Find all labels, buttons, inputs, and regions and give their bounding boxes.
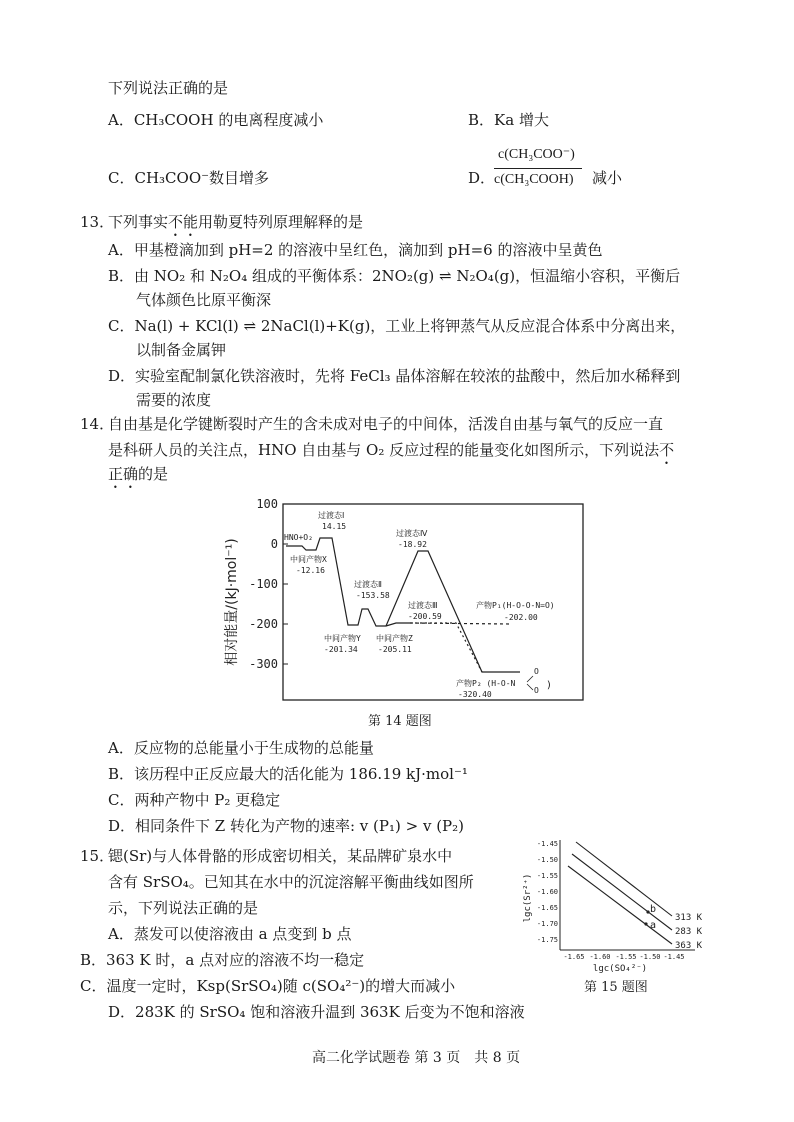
point-a-label: a xyxy=(650,920,657,931)
label-p1: 产物P₁(H-O-O-N=O) xyxy=(476,601,555,610)
curve-label-363k: 363 K xyxy=(675,941,703,951)
q13-option-c-line2: 以制备金属钾 xyxy=(136,341,227,359)
q12-option-a: A．CH₃COOH 的电离程度减小 xyxy=(108,111,324,129)
ytick-label: -1.70 xyxy=(536,920,558,928)
label-ts3: 过渡态Ⅲ xyxy=(408,601,438,610)
q15-line3: 示，下列说法正确的是 xyxy=(108,899,259,917)
value-p2: -320.40 xyxy=(458,690,492,699)
q14-emphasis-not: 不 xyxy=(659,441,675,459)
ytick-label: -1.65 xyxy=(536,904,558,912)
q15-option-b: B．363 K 时，a 点对应的溶液不均一稳定 xyxy=(80,951,365,969)
q15-number: 15． xyxy=(80,847,115,865)
y-axis-label: 相对能量/(kJ·mol⁻¹) xyxy=(224,538,240,666)
label-p2: 产物P₂ (H-O-N xyxy=(456,679,516,688)
xtick-label: -1.60 xyxy=(589,953,611,961)
ytick-label: -300 xyxy=(249,657,278,671)
xtick-label: -1.50 xyxy=(639,953,661,961)
q15-option-d: D．283K 的 SrSO₄ 饱和溶液升温到 363K 后变为不饱和溶液 xyxy=(108,1003,525,1021)
q13-option-b-line2: 气体颜色比原平衡深 xyxy=(136,291,272,309)
q14-option-b: B．该历程中正反应最大的活化能为 186.19 kJ·mol⁻¹ xyxy=(108,765,468,783)
ytick-label: -1.75 xyxy=(536,936,558,944)
q15-option-a: A．蒸发可以使溶液由 a 点变到 b 点 xyxy=(108,925,352,943)
curve-label-283k: 283 K xyxy=(675,927,703,937)
ytick-label: -100 xyxy=(249,577,278,591)
energy-profile-chart xyxy=(220,496,600,710)
bond-line xyxy=(527,684,533,690)
xtick-label: -1.45 xyxy=(663,953,685,961)
q13-stem-a: 下列事实 xyxy=(108,213,169,231)
q12-option-d-label: D． xyxy=(468,169,496,187)
label-ix: 中间产物X xyxy=(290,555,327,564)
y-axis-label: lgc(Sr²⁺) xyxy=(523,873,533,923)
value-ts1: 14.15 xyxy=(322,522,347,531)
page-footer: 高二化学试题卷 第 3 页 共 8 页 xyxy=(312,1050,521,1066)
q12-stem: 下列说法正确的是 xyxy=(108,79,229,97)
q14-line1: 自由基是化学键断裂时产生的含未成对电子的中间体，活泼自由基与氧气的反应一直 xyxy=(108,415,664,433)
chart15-caption: 第 15 题图 xyxy=(584,980,648,995)
q13-number: 13． xyxy=(80,213,115,231)
label-ts4: 过渡态Ⅳ xyxy=(396,529,428,538)
value-ix: -12.16 xyxy=(296,566,325,575)
ytick-label: -1.50 xyxy=(536,856,558,864)
q13-option-c-line1: C．Na(l) + KCl(l) ⇌ 2NaCl(l)+K(g)，工业上将钾蒸气从反应混合体系中分离出来， xyxy=(108,317,686,335)
ytick-label: -200 xyxy=(249,617,278,631)
ytick-label: -1.45 xyxy=(536,840,558,848)
solubility-chart xyxy=(520,832,720,980)
curve-313k xyxy=(576,842,672,916)
label-ts2: 过渡态Ⅱ xyxy=(354,580,382,589)
q12-option-d-tail: 减小 xyxy=(592,169,623,187)
q13-stem-b: 用勒夏特列原理解释的是 xyxy=(198,213,364,231)
label-iy: 中间产物Y xyxy=(324,634,361,643)
q14-line3-text: 的是 xyxy=(138,465,169,483)
chart14-caption: 第 14 题图 xyxy=(368,714,432,729)
ytick-label: 100 xyxy=(256,497,278,511)
x-axis-label: lgc(SO₄²⁻) xyxy=(592,964,648,974)
point-b-label: b xyxy=(650,904,657,915)
q15-option-c: C．温度一定时，Ksp(SrSO₄)随 c(SO₄²⁻)的增大而减小 xyxy=(80,977,456,995)
fraction-denominator: c(CH₃COOH) xyxy=(494,172,574,187)
ytick-label: -1.60 xyxy=(536,888,558,896)
xtick-label: -1.65 xyxy=(563,953,585,961)
q14-line3 xyxy=(108,464,168,492)
curve-283k xyxy=(572,854,672,930)
curve-363k xyxy=(568,866,672,944)
q12-fraction xyxy=(494,146,584,194)
label-o-bottom: O xyxy=(534,686,539,695)
q14-option-a: A．反应物的总能量小于生成物的总能量 xyxy=(108,739,374,757)
q12-option-b: B．Ka 增大 xyxy=(468,111,549,129)
fraction-bar xyxy=(494,168,582,169)
value-ts4: -18.92 xyxy=(398,540,427,549)
point-a-marker xyxy=(644,922,647,925)
value-iy: -201.34 xyxy=(324,645,358,654)
q13-option-a: A．甲基橙滴加到 pH=2 的溶液中呈红色，滴加到 pH=6 的溶液中呈黄色 xyxy=(108,241,603,259)
q14-line2 xyxy=(108,440,674,468)
value-iz: -205.11 xyxy=(378,645,412,654)
q14-line2-text: 是科研人员的关注点，HNO 自由基与 O₂ 反应过程的能量变化如图所示，下列说法 xyxy=(108,441,660,459)
bond-line xyxy=(527,676,533,682)
ytick-label: -1.55 xyxy=(536,872,558,880)
label-ts1: 过渡态Ⅰ xyxy=(318,511,345,520)
q13-option-d-line2: 需要的浓度 xyxy=(136,391,212,409)
q14-emphasis-correct: 正确 xyxy=(108,465,139,483)
fraction-numerator: c(CH₃COO⁻) xyxy=(498,147,575,162)
q14-number: 14． xyxy=(80,415,115,433)
q15-line1: 锶(Sr)与人体骨骼的形成密切相关，某品牌矿泉水中 xyxy=(108,847,453,865)
q13-stem-emphasis: 不能 xyxy=(168,213,199,231)
value-p1: -202.00 xyxy=(504,613,538,622)
q12-option-c: C．CH₃COO⁻数目增多 xyxy=(108,169,270,187)
q15-line2: 含有 SrSO₄。已知其在水中的沉淀溶解平衡曲线如图所 xyxy=(108,873,474,891)
q13-option-b-line1: B．由 NO₂ 和 N₂O₄ 组成的平衡体系：2NO₂(g) ⇌ N₂O₄(g)，恒温缩小容积，平衡后 xyxy=(108,267,681,285)
q13-stem xyxy=(108,212,363,240)
xtick-label: -1.55 xyxy=(615,953,637,961)
ytick-label: 0 xyxy=(270,537,278,551)
label-iz: 中间产物Z xyxy=(376,634,413,643)
q14-option-d: D．相同条件下 Z 转化为产物的速率: v (P₁) > v (P₂) xyxy=(108,817,465,835)
value-ts3: -200.59 xyxy=(408,612,442,621)
label-o-top: O xyxy=(534,667,539,676)
bracket-close: ) xyxy=(546,680,553,691)
label-reactant: HNO+O₂ xyxy=(284,533,313,542)
value-ts2: -153.58 xyxy=(356,591,390,600)
q14-option-c: C．两种产物中 P₂ 更稳定 xyxy=(108,791,281,809)
q13-option-d-line1: D．实验室配制氯化铁溶液时，先将 FeCl₃ 晶体溶解在较浓的盐酸中，然后加水稀释到 xyxy=(108,367,681,385)
curve-label-313k: 313 K xyxy=(675,913,703,923)
